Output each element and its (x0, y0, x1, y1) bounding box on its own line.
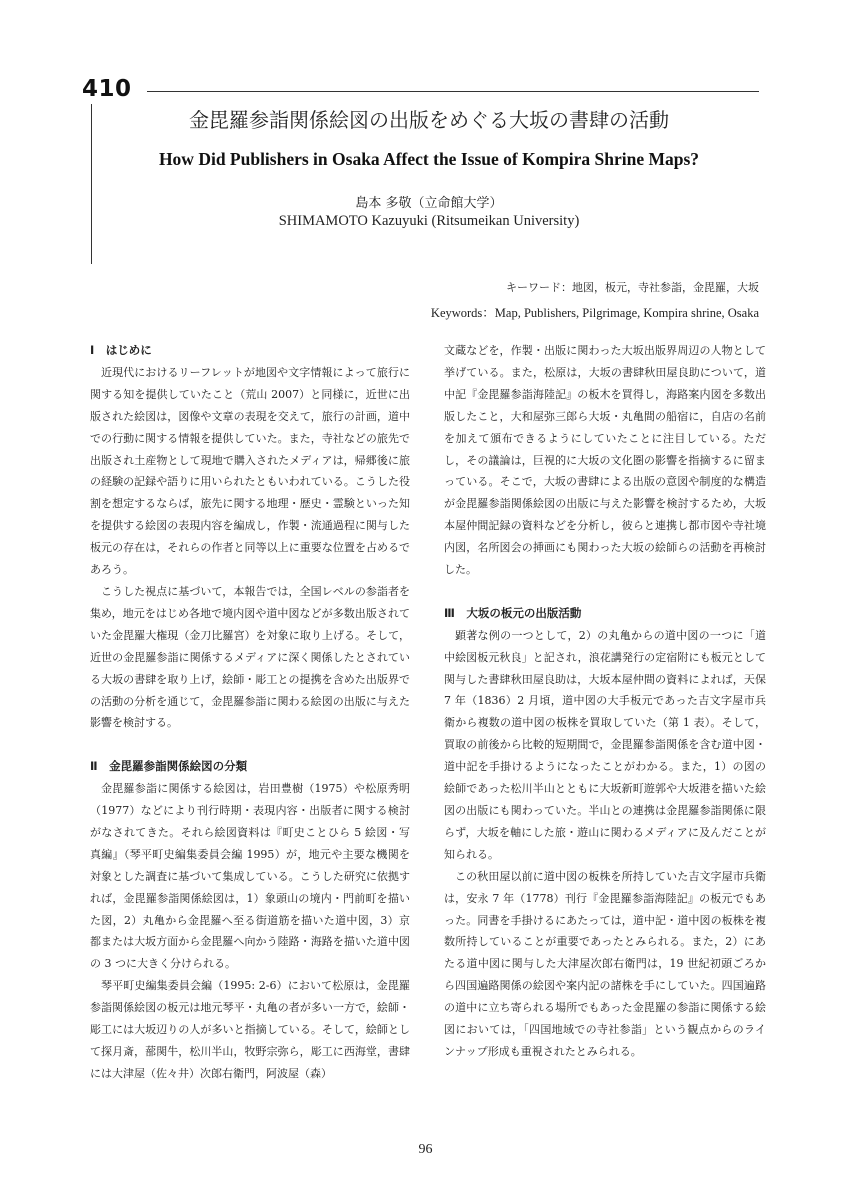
right-column (444, 340, 766, 1063)
section-heading: Ⅱ 金毘羅参詣関係絵図の分類 (90, 759, 248, 774)
header-vertical-rule (91, 104, 92, 264)
title-japanese: 金毘羅参詣関係絵図の出版をめぐる大坂の書肆の活動 (189, 108, 669, 132)
section-heading: Ⅰ はじめに (90, 343, 152, 357)
author-japanese: 島本 多敬（立命館大学） (355, 196, 503, 211)
section-gap (90, 734, 410, 756)
paragraph: 文蔵などを，作製・出版に関わった大坂出版界周辺の人物として挙げている。また，松原は，大坂の書肆秋田屋良助について，道中記『金毘羅参詣海陸記』の板木を買得し，海路案内図を多数出版したこと，大和屋弥三郎ら大坂・丸亀間の船宿に，自店の名前を加えて頒布できるようにしていたことに注目している。ただし，その議論は，巨視的に大坂の文化圏の影響を指摘するに留まっている。そこで，大坂の書肆による出版の意図や制度的な構造が金毘羅参詣関係絵図の出版に与えた影響を検討するため，大坂本屋仲間記録の資料などを分析し，彼らと連携し都市図や寺社境内図，名所図会の挿画にも関わった大坂の絵師らの活動を再検討した。 (444, 344, 766, 577)
keywords-english: Keywords：Map, Publishers, Pilgrimage, Kompira shrine, Osaka (430, 306, 759, 320)
keywords-japanese: キーワード：地図，板元，寺社参詣，金毘羅，大坂 (506, 281, 759, 294)
author-english: SHIMAMOTO Kazuyuki (Ritsumeikan University) (278, 213, 580, 229)
footer-page-number: 96 (418, 1142, 433, 1157)
title-english: How Did Publishers in Osaka Affect the Issue of Kompira Shrine Maps? (158, 149, 700, 169)
section-heading: Ⅲ 大坂の板元の出版活動 (444, 605, 582, 620)
header-rule (147, 91, 759, 92)
left-column (90, 340, 410, 1085)
paragraph: 近現代におけるリーフレットが地図や文字情報によって旅行に関する知を提供していたこと（荒山 2007）と同様に，近世に出版された絵図は，図像や文章の表現を交えて，旅行の計画，道中での行動に関する情報を提供していた。また，寺社などの旅先で出版され土産物として現地で購入されたメディアは，帰郷後に旅の経験の記録や語りに用いられたともいわれている。こうした役割を想定するならば，旅先に関する地理・歴史・霊験といった知を提供する絵図の表現内容を編成し，作製・流通過程に関与した板元の存在は，それらの作者と同等以上に重要な位置を占めるであろう。 (90, 365, 410, 577)
page-number: 410 (82, 76, 132, 102)
paragraph: この秋田屋以前に道中図の板株を所持していた吉文字屋市兵衛は，安永 7 年（1778）刊行『金毘羅参詣海陸記』の板元でもあった。同書を手掛けるにあたっては，道中記・道中図の板株を複数所持していることが重要であったとみられる。また，2）にあたる道中図に関与した大津屋次郎右衛門は，19 世紀初頭ごろから四国遍路関係の絵図や案内記の諸株を手にしていた。四国遍路の道中に立ち寄られる場所でもあった金毘羅の参詣に関係する絵図においては，「四国地域での寺社参詣」という観点からのラインナップ形成も重視されたとみられる。 (444, 869, 766, 1058)
paragraph: 顕著な例の一つとして，2）の丸亀からの道中図の一つに「道中絵図板元秋良」と記され，浪花講発行の定宿附にも板元として関与した書肆秋田屋良助は，大坂本屋仲間の資料によれば，天保 7 年（1836）2 月頃，道中図の大手板元であった吉文字屋市兵衛から複数の道中図の板株を買取していた（第 1 表）。そして，買取の前後から比較的短期間で，金毘羅参詣関係を含む道中図・道中記を手掛けるようになったことがわかる。また，1）の図の絵師であった松川半山とともに大坂新町遊郭や大坂港を描いた絵図の出版にも関わっていた。半山との連携は金毘羅参詣関係に限らず，大坂を軸にした旅・遊山に関わるメディアに及んだことが知られる。 (444, 628, 766, 861)
paragraph: こうした視点に基づいて，本報告では，全国レベルの参詣者を集め，地元をはじめ各地で境内図や道中図などが多数出版されていた金毘羅大権現（金刀比羅宮）を対象に取り上げる。そして，近世の金毘羅参詣に関係するメディアに深く関係したとされている大坂の書肆を取り上げ，絵師・彫工との提携を含めた出版界での活動の分析を通じて，金毘羅参詣に関わる絵図の出版に与えた影響を検討する。 (90, 584, 410, 730)
paragraph: 琴平町史編集委員会編（1995: 2-6）において松原は，金毘羅参詣関係絵図の板元は地元琴平・丸亀の者が多い一方で，絵師・彫工には大坂辺りの人が多いと指摘している。そして，絵師として探月斎，蔀関牛，松川半山，牧野宗弥ら，彫工に西海堂，書肆には大津屋（佐々井）次郎右衛門，阿波屋（森） (90, 979, 410, 1080)
paragraph: 金毘羅参詣に関係する絵図は，岩田豊樹（1975）や松原秀明（1977）などにより刊行時期・表現内容・出版者に関する検討がなされてきた。それら絵図資料は『町史ことひら 5 絵図・写真編』（琴平町史編集委員会編 1995）が，地元や主要な機関を対象とした調査に基づいて集成している。こうした研究に依拠すれば，金毘羅参詣関係絵図は，1）象頭山の境内・門前町を描いた図，2）丸亀から金毘羅へ至る街道筋を描いた道中図，3）京都または大坂方面から金毘羅へ向かう陸路・海路を描いた道中図の 3 つに大きく分けられる。 (90, 782, 410, 971)
section-gap (444, 581, 766, 603)
